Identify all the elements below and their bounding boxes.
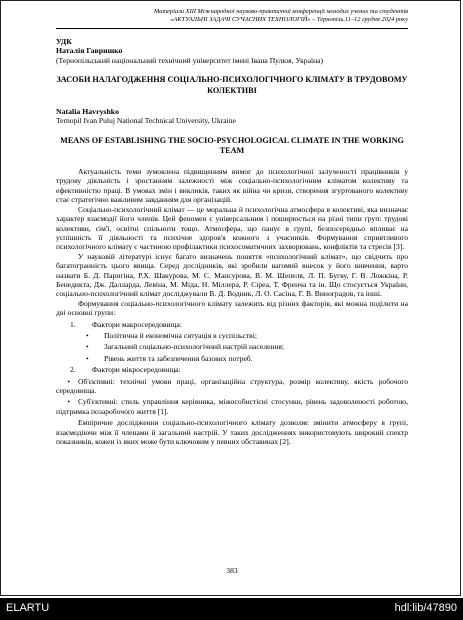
header-line-1: Матеріали XIII Міжнародної науково-практичної конференції молодих учених та студентів	[154, 8, 408, 15]
list-item	[56, 377, 408, 396]
paragraph: Формування соціально-психологічного клімату залежить від різних факторів, які можна поділити на дві основні групи:	[56, 298, 408, 318]
author-ua: Наталія Гавришко	[56, 46, 123, 56]
author-en: Natalia Havryshko	[56, 106, 120, 116]
list-item	[56, 397, 408, 416]
title-ua: ЗАСОБИ НАЛАГОДЖЕННЯ СОЦІАЛЬНО-ПСИХОЛОГІЧНОГО КЛІМАТУ В ТРУДОВОМУ КОЛЕКТИВІ	[56, 75, 408, 96]
affiliation-ua: (Тернопільський національний технічний університет імені Івана Пулюя, Україна)	[56, 55, 324, 65]
list-heading-macro	[56, 320, 408, 329]
header-line-2: «АКТУАЛЬНІ ЗАДАЧІ СУЧАСНИХ ТЕХНОЛОГІЙ» – Тернопіль,11–12 грудня 2024 року	[170, 16, 408, 24]
running-header	[56, 8, 408, 29]
page-number: 383	[226, 566, 238, 575]
list-item: • Рівень життя та забезпечення базових потреб.	[56, 354, 408, 363]
list-heading-micro	[56, 365, 408, 374]
footer-bar	[0, 598, 463, 620]
handle-link[interactable]: hdl:lib/47890	[394, 602, 457, 614]
list-label: Фактори мікросередовища:	[92, 365, 181, 375]
paragraph: У науковій літературі існує багато визначень поняття «психологічний клімат», що свідчить про багатогранність цього явища. Серед дослідників, які зробили вагомий внесок у його вивчення, варто назвати Б. Д. Паригіна, Р.Х. Шакурова, М. С. Мансурова, В. М. Шепеля, Л. П. Бугву, Г. В. Ложкіна, Р. Бенедикта, Дж. Далларда, Левіна, М. Міда, Н. Міллера, Р. Сіреа, Т. Френча та ін. Що стосується України, соціально-психологічний клімат досліджували В. Д. Водник, Л. О. Сасіна, Г. В. Виноградов, та інші.	[56, 251, 408, 299]
list-item-text: Суб'єктивні: стиль управління керівника, міжособистісні стосунки, рівень задоволеності роботою, підтримка позаробочого життя [1].	[56, 397, 408, 416]
bullet-icon: •	[67, 376, 70, 386]
paragraph: Емпіричне дослідження соціально-психологічного клімату дозволяє змінити атмосферу в групі, взаємодіючи між її членами й загальний настрій. У таких дослідженнях використовують широкий спектр показників, кожен із яких може бути ключовим у певних обставинах [2].	[56, 418, 408, 447]
list-label: Фактори макросередовища:	[92, 319, 182, 329]
list-number: 2.	[70, 365, 76, 375]
document-page	[56, 8, 408, 575]
paragraph: Актуальність теми зумовлена підвищенням вимог до психологічної залученості працівників у трудову діяльність і зростанням залежності між соціально-психологічним кліматом колективу та ефективністю праці. В умовах змін і викликів, таких як війна чи кризи, створення згуртованого колективу стає стратегічно важливим завданням для організацій.	[56, 167, 408, 205]
affiliation-en: Ternopil Ivan Puluj National Technical University, Ukraine	[56, 116, 236, 126]
bullet-icon: •	[67, 397, 70, 407]
repository-label[interactable]: ELARTU	[6, 602, 50, 614]
list-number: 1.	[70, 319, 76, 329]
title-en: MEANS OF ESTABLISHING THE SOCIO-PSYCHOLOGICAL CLIMATE IN THE WORKING TEAM	[60, 135, 404, 156]
list-item: • Політична й економічна ситуація в суспільстві;	[56, 331, 408, 340]
udk-label: УДК	[56, 36, 72, 46]
list-item-text: Об'єктивні: технічні умови праці, організаційна структура, розмір колективу, якість робочого середовища.	[56, 376, 408, 395]
list-item: • Загальний соціально-психологічний настрій населення;	[56, 342, 408, 351]
paragraph: Соціально-психологічний клімат — це моральна й психологічна атмосфера в колективі, яка визначає характер взаємодії його членів. Цей феномен є універсальним і поширюється на різні типи груп: трудові колективи, сім'ї, освітні спільноти тощо. Атмосфера, що панує в групі, безпосередньо впливає на успішність її діяльності та психічне здоров'я кожного з учасників. Формування сприятливого психологічного клімату є частиною профілактики психосоматичних захворювань, конфліктів та стресів [3].	[56, 204, 408, 252]
